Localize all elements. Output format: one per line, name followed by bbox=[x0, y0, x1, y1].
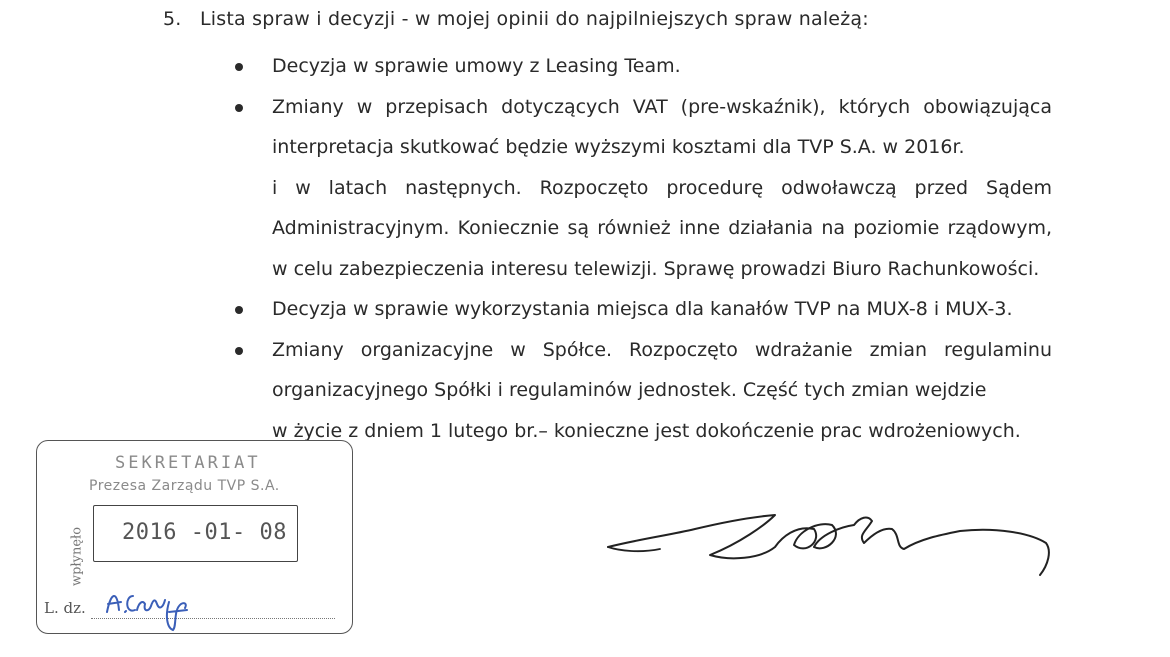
list-item bbox=[231, 293, 1061, 334]
list-item bbox=[231, 91, 1061, 294]
section-heading bbox=[163, 8, 869, 30]
bullet-icon bbox=[235, 63, 243, 71]
stamp-title: SEKRETARIAT bbox=[115, 453, 261, 473]
list-item-line: organizacyjnego Spółki i regulaminów jednostek. Część tych zmian wejdzie bbox=[272, 379, 987, 401]
list-item bbox=[231, 334, 1061, 456]
list-item bbox=[231, 50, 1061, 91]
handwritten-initials bbox=[99, 582, 239, 632]
list-item-line: Decyzja w sprawie umowy z Leasing Team. bbox=[272, 55, 681, 77]
list-item-line: w celu zabezpieczenia interesu telewizji. Sprawę prowadzi Biuro Rachunkowości. bbox=[272, 257, 1040, 280]
list-item-line: Decyzja w sprawie wykorzystania miejsca dla kanałów TVP na MUX-8 i MUX-3. bbox=[272, 298, 1013, 320]
bullet-icon bbox=[235, 347, 243, 355]
stamp-date: 2016 -01- 08 bbox=[122, 520, 287, 545]
signature bbox=[600, 495, 1060, 585]
list-item-line: Zmiany organizacyjne w Spółce. Rozpoczęto wdrażanie zmian regulaminu bbox=[272, 338, 1052, 361]
stamp-subtitle: Prezesa Zarządu TVP S.A. bbox=[89, 478, 280, 494]
list-item-line: i w latach następnych. Rozpoczęto procedurę odwoławczą przed Sądem bbox=[272, 176, 1052, 199]
bullet-icon bbox=[235, 104, 243, 112]
list-item-line: Zmiany w przepisach dotyczących VAT (pre-wskaźnik), których obowiązująca bbox=[272, 95, 1052, 118]
stamp-received-label: wpłynęło bbox=[69, 526, 85, 587]
section-number: 5. bbox=[163, 8, 182, 30]
list-item-line: Administracyjnym. Koniecznie są również inne działania na poziomie rządowym, bbox=[272, 217, 1052, 239]
list-item-line: interpretacja skutkować będzie wyższymi kosztami dla TVP S.A. w 2016r. bbox=[272, 136, 965, 158]
list-item-line: w życie z dniem 1 lutego br.– konieczne jest dokończenie prac wdrożeniowych. bbox=[272, 419, 1021, 442]
decision-list bbox=[231, 50, 1061, 455]
stamp-date-box bbox=[93, 505, 298, 562]
secretariat-stamp bbox=[36, 440, 353, 634]
ldz-label: L. dz. bbox=[44, 599, 86, 617]
section-title: Lista spraw i decyzji - w mojej opinii do najpilniejszych spraw należą: bbox=[200, 8, 869, 30]
bullet-icon bbox=[235, 306, 243, 314]
